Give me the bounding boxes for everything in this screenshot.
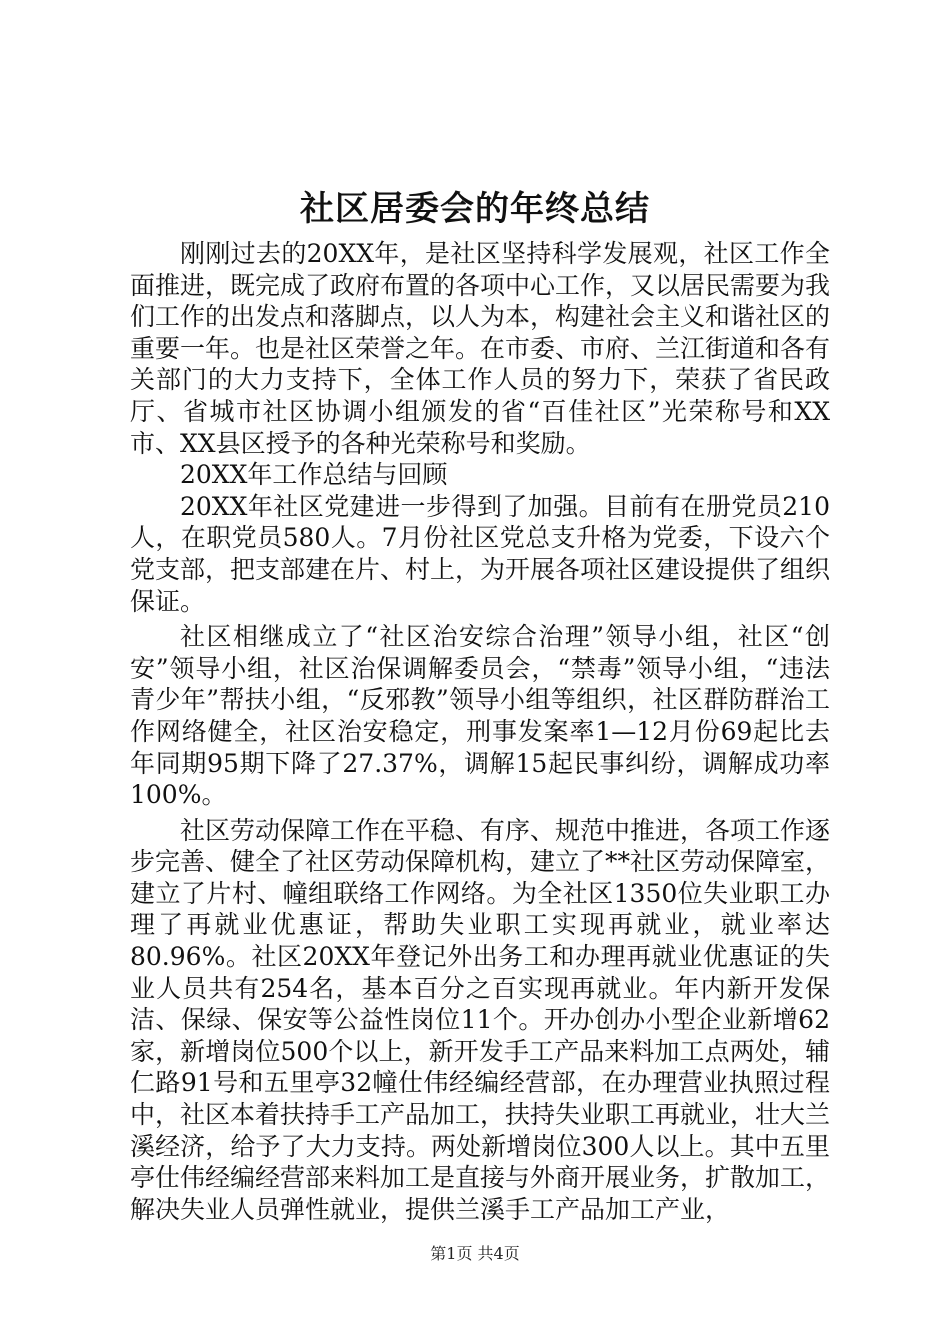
paragraph-intro: 刚刚过去的20XX年，是社区坚持科学发展观，社区工作全面推进，既完成了政府布置的各项中心工作，又以居民需要为我们工作的出发点和落脚点，以人为本，构建社会主义和谐社区的重要一年。也是社区荣誉之年。在市委、市府、兰江街道和各有关部门的大力支持下，全体工作人员的努力下，荣获了省民政厅、省城市社区协调小组颁发的省“百佳社区”光荣称号和XX市、XX县区授予的各种光荣称号和奖励。 xyxy=(130,239,831,458)
paragraph-labor-security: 社区劳动保障工作在平稳、有序、规范中推进，各项工作逐步完善、健全了社区劳动保障机构，建立了**社区劳动保障室，建立了片村、幢组联络工作网络。为全社区1350位失业职工办理了再就业优惠证，帮助失业职工实现再就业，就业率达80.96%。社区20XX年登记外出务工和办理再就业优惠证的失业人员共有254名，基本百分之百实现再就业。年内新开发保洁、保绿、保安等公益性岗位11个。开办创办小型企业新增62家，新增岗位500个以上，新开发手工产品来料加工点两处，辅仁路91号和五里亭32幢仕伟经编经营部，在办理营业执照过程中，社区本着扶持手工产品加工，扶持失业职工再就业，壮大兰溪经济，给予了大力支持。两处新增岗位300人以上。其中五里亭仕伟经编经营部来料加工是直接与外商开展业务，扩散加工，解决失业人员弹性就业，提供兰溪手工产品加工产业， xyxy=(130,815,831,1224)
document-title: 社区居委会的年终总结 xyxy=(300,189,650,229)
section-heading-review: 20XX年工作总结与回顾 xyxy=(180,460,448,490)
paragraph-public-security: 社区相继成立了“社区治安综合治理”领导小组，社区“创安”领导小组，社区治保调解委员会，“禁毒”领导小组，“违法青少年”帮扶小组，“反邪教”领导小组等组织，社区群防群治工作网络健全，社区治安稳定，刑事发案率1—12月份69起比去年同期95期下降了27.37%，调解15起民事纠纷，调解成功率100%。 xyxy=(130,622,830,810)
paragraph-party-building: 20XX年社区党建进一步得到了加强。目前有在册党员210人，在职党员580人。7月份社区党总支升格为党委，下设六个党支部，把支部建在片、村上，为开展各项社区建设提供了组织保证。 xyxy=(130,491,831,616)
page-number-footer: 第1页 共4页 xyxy=(430,1244,520,1263)
document-body xyxy=(130,238,830,1225)
